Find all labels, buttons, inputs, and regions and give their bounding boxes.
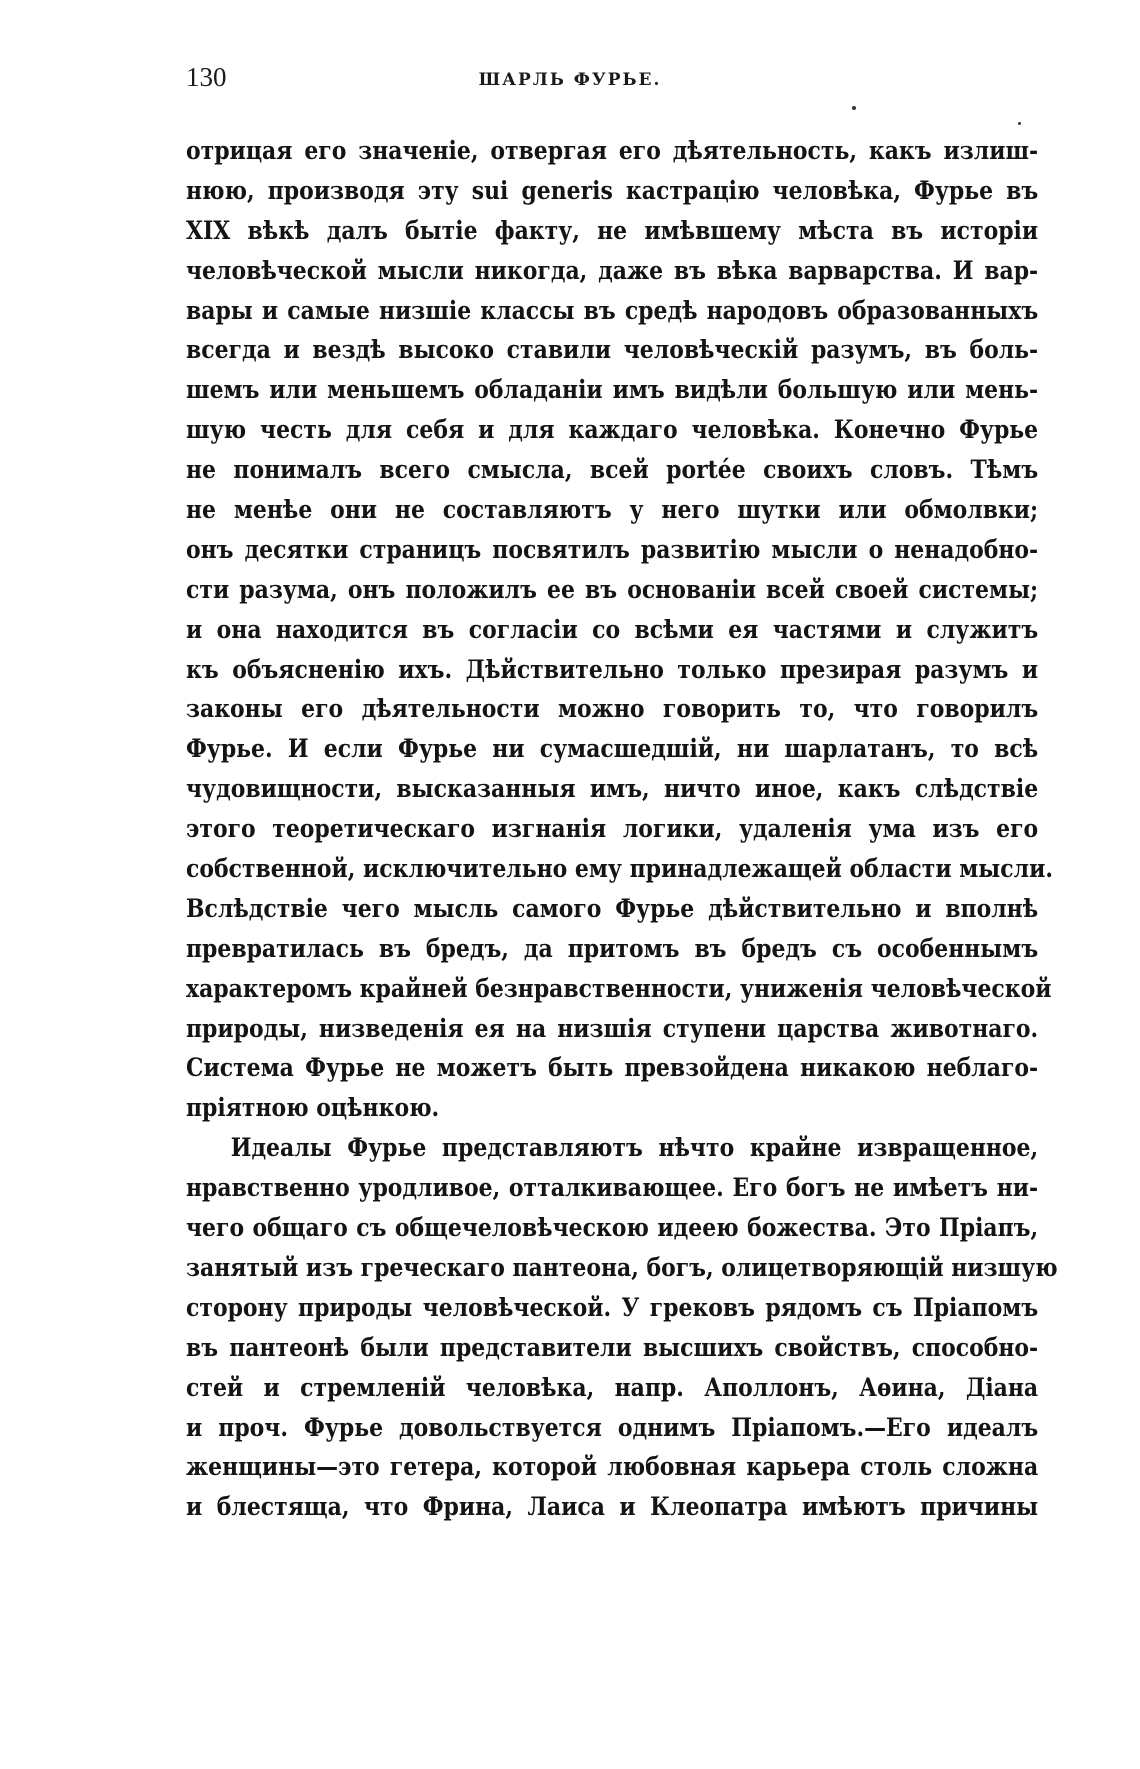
text-line: въ пантеонѣ были представители высшихъ свойствъ, способно- [186, 1332, 1039, 1363]
text-line: сторону природы человѣческой. У грековъ рядомъ съ Пріапомъ [186, 1292, 1039, 1323]
text-line: занятый изъ греческаго пантеона, богъ, олицетворяющій низшую [186, 1252, 1058, 1283]
text-line: Фурье. И если Фурье ни сумасшедшій, ни шарлатанъ, то всѣ [186, 734, 1039, 765]
text-line: чудовищности, высказанныя имъ, ничто иное, какъ слѣдствіе [186, 774, 1039, 805]
text-line: XIX вѣкѣ далъ бытіе факту, не имѣвшему мѣста въ исторіи [186, 215, 1039, 246]
text-line: нравственно уродливое, отталкивающее. Его богъ не имѣетъ ни- [186, 1173, 1039, 1204]
page-number: 130 [186, 62, 227, 92]
text-line: и она находится въ согласіи со всѣми ея частями и служитъ [186, 614, 1039, 645]
text-line: этого теоретическаго изгнанія логики, удаленія ума изъ его [186, 814, 1039, 845]
text-line: шую честь для себя и для каждаго человѣка. Конечно Фурье [186, 415, 1039, 446]
text-line: не понималъ всего смысла, всей portée своихъ словъ. Тѣмъ [186, 455, 1039, 486]
print-speck [852, 106, 856, 110]
text-line: отрицая его значеніе, отвергая его дѣятельность, какъ излиш- [186, 136, 1039, 166]
print-speck [1018, 122, 1021, 125]
text-line: и проч. Фурье довольствуется однимъ Пріапомъ.—Его идеалъ [186, 1412, 1039, 1443]
text-line: стей и стремленій человѣка, напр. Аполлонъ, Аѳина, Діана [186, 1372, 1039, 1403]
text-line: превратилась въ бредъ, да притомъ въ бредъ съ особеннымъ [186, 933, 1039, 964]
text-line: чего общаго съ общечеловѣческою идеею божества. Это Пріапъ, [186, 1213, 1039, 1244]
text-line: пріятною оцѣнкою. [186, 1093, 440, 1124]
text-line: природы, низведенія ея на низшія ступени царства животнаго. [186, 1013, 1039, 1044]
text-line: всегда и вездѣ высоко ставили человѣческій разумъ, въ боль- [186, 335, 1039, 366]
text-line: Идеалы Фурье представляютъ нѣчто крайне извращенное, [230, 1133, 1039, 1164]
text-line: законы его дѣятельности можно говорить то, что говорилъ [186, 694, 1039, 725]
body-text [186, 132, 1058, 1528]
text-line: человѣческой мысли никогда, даже въ вѣка варварства. И вар- [186, 255, 1039, 286]
text-line: Система Фурье не можетъ быть превзойдена никакою неблаго- [186, 1053, 1039, 1084]
text-line: нюю, производя эту sui generis кастрацію человѣка, Фурье въ [186, 175, 1039, 206]
text-line: собственной, исключительно ему принадлежащей области мысли. [186, 854, 1054, 885]
text-line: къ объясненію ихъ. Дѣйствительно только презирая разумъ и [186, 654, 1039, 685]
running-title: ШАРЛЬ ФУРЬЕ. [478, 70, 662, 90]
text-line: шемъ или меньшемъ обладаніи имъ видѣли большую или мень- [186, 375, 1039, 406]
text-line: характеромъ крайней безнравственности, униженія человѣческой [186, 973, 1052, 1004]
paragraph-2 [186, 1129, 1058, 1528]
text-line: женщины—это гетера, которой любовная карьера столь сложна [186, 1452, 1039, 1483]
text-line: не менѣе они не составляютъ у него шутки или обмолвки; [186, 495, 1039, 526]
text-line: и блестяща, что Фрина, Лаиса и Клеопатра имѣютъ причины [186, 1492, 1039, 1523]
text-line: Вслѣдствіе чего мысль самого Фурье дѣйствительно и вполнѣ [186, 893, 1039, 924]
text-line: вары и самые низшіе классы въ средѣ народовъ образованныхъ [186, 295, 1039, 326]
text-line: онъ десятки страницъ посвятилъ развитію мысли о ненадобно- [186, 534, 1039, 565]
paragraph-1 [186, 132, 1054, 1129]
text-line: сти разума, онъ положилъ ее въ основаніи всей своей системы; [186, 574, 1039, 605]
